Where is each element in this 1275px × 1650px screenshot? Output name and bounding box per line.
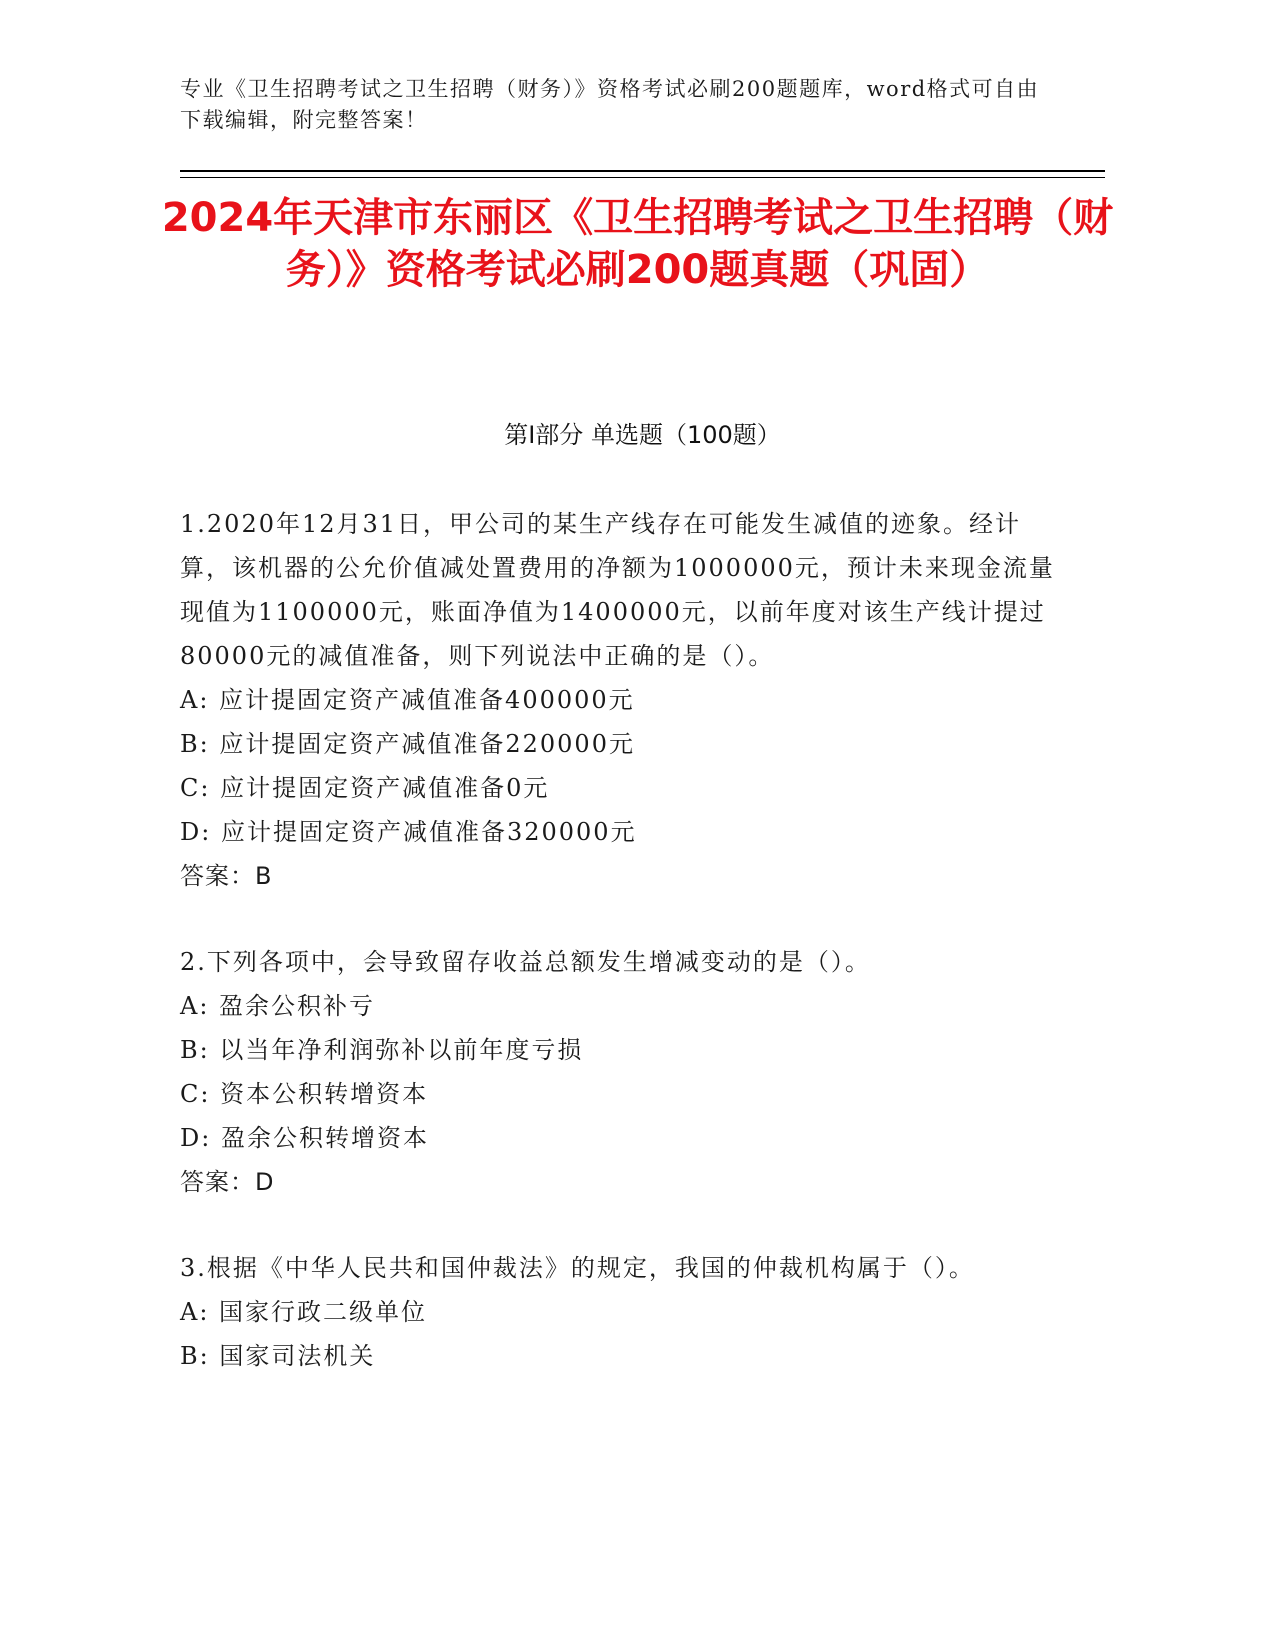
answer-option: A: 国家行政二级单位 — [180, 1298, 428, 1326]
answer-key: 答案：B — [180, 862, 273, 890]
document-title: 2024年天津市东丽区《卫生招聘考试之卫生招聘（财务）》资格考试必刷200题真题（巩固） — [161, 195, 1114, 293]
question-stem: 1.2020年12月31日，甲公司的某生产线存在可能发生减值的迹象。经计算，该机器的公允价值减处置费用的净额为1000000元，预计未来现金流量现值为1100000元，账面净值为1400000元，以前年度对该生产线计提过80000元的减值准备，则下列说法中正确的是（）。 — [180, 510, 1055, 670]
answer-option: C: 应计提固定资产减值准备0元 — [180, 774, 550, 802]
header-note: 专业《卫生招聘考试之卫生招聘（财务）》资格考试必刷200题题库，word格式可自由下载编辑，附完整答案！ — [180, 77, 1040, 132]
question-list — [180, 502, 1060, 1420]
answer-option: D: 应计提固定资产减值准备320000元 — [180, 818, 637, 846]
answer-option: B: 应计提固定资产减值准备220000元 — [180, 730, 635, 758]
question-stem: 2.下列各项中，会导致留存收益总额发生增减变动的是（）。 — [180, 948, 871, 976]
question-2 — [180, 940, 1060, 1204]
answer-option: A: 应计提固定资产减值准备400000元 — [180, 686, 635, 714]
answer-option: C: 资本公积转增资本 — [180, 1080, 429, 1108]
answer-option: B: 国家司法机关 — [180, 1342, 376, 1370]
answer-key: 答案：D — [180, 1168, 275, 1196]
header-divider-thick — [180, 170, 1105, 172]
header-divider-thin — [180, 177, 1105, 178]
question-1 — [180, 502, 1060, 898]
answer-option: B: 以当年净利润弥补以前年度亏损 — [180, 1036, 584, 1064]
question-3 — [180, 1246, 1060, 1378]
question-stem: 3.根据《中华人民共和国仲裁法》的规定，我国的仲裁机构属于（）。 — [180, 1254, 975, 1282]
answer-option: A: 盈余公积补亏 — [180, 992, 376, 1020]
answer-option: D: 盈余公积转增资本 — [180, 1124, 429, 1152]
section-heading: 第I部分 单选题（100题） — [504, 421, 781, 449]
